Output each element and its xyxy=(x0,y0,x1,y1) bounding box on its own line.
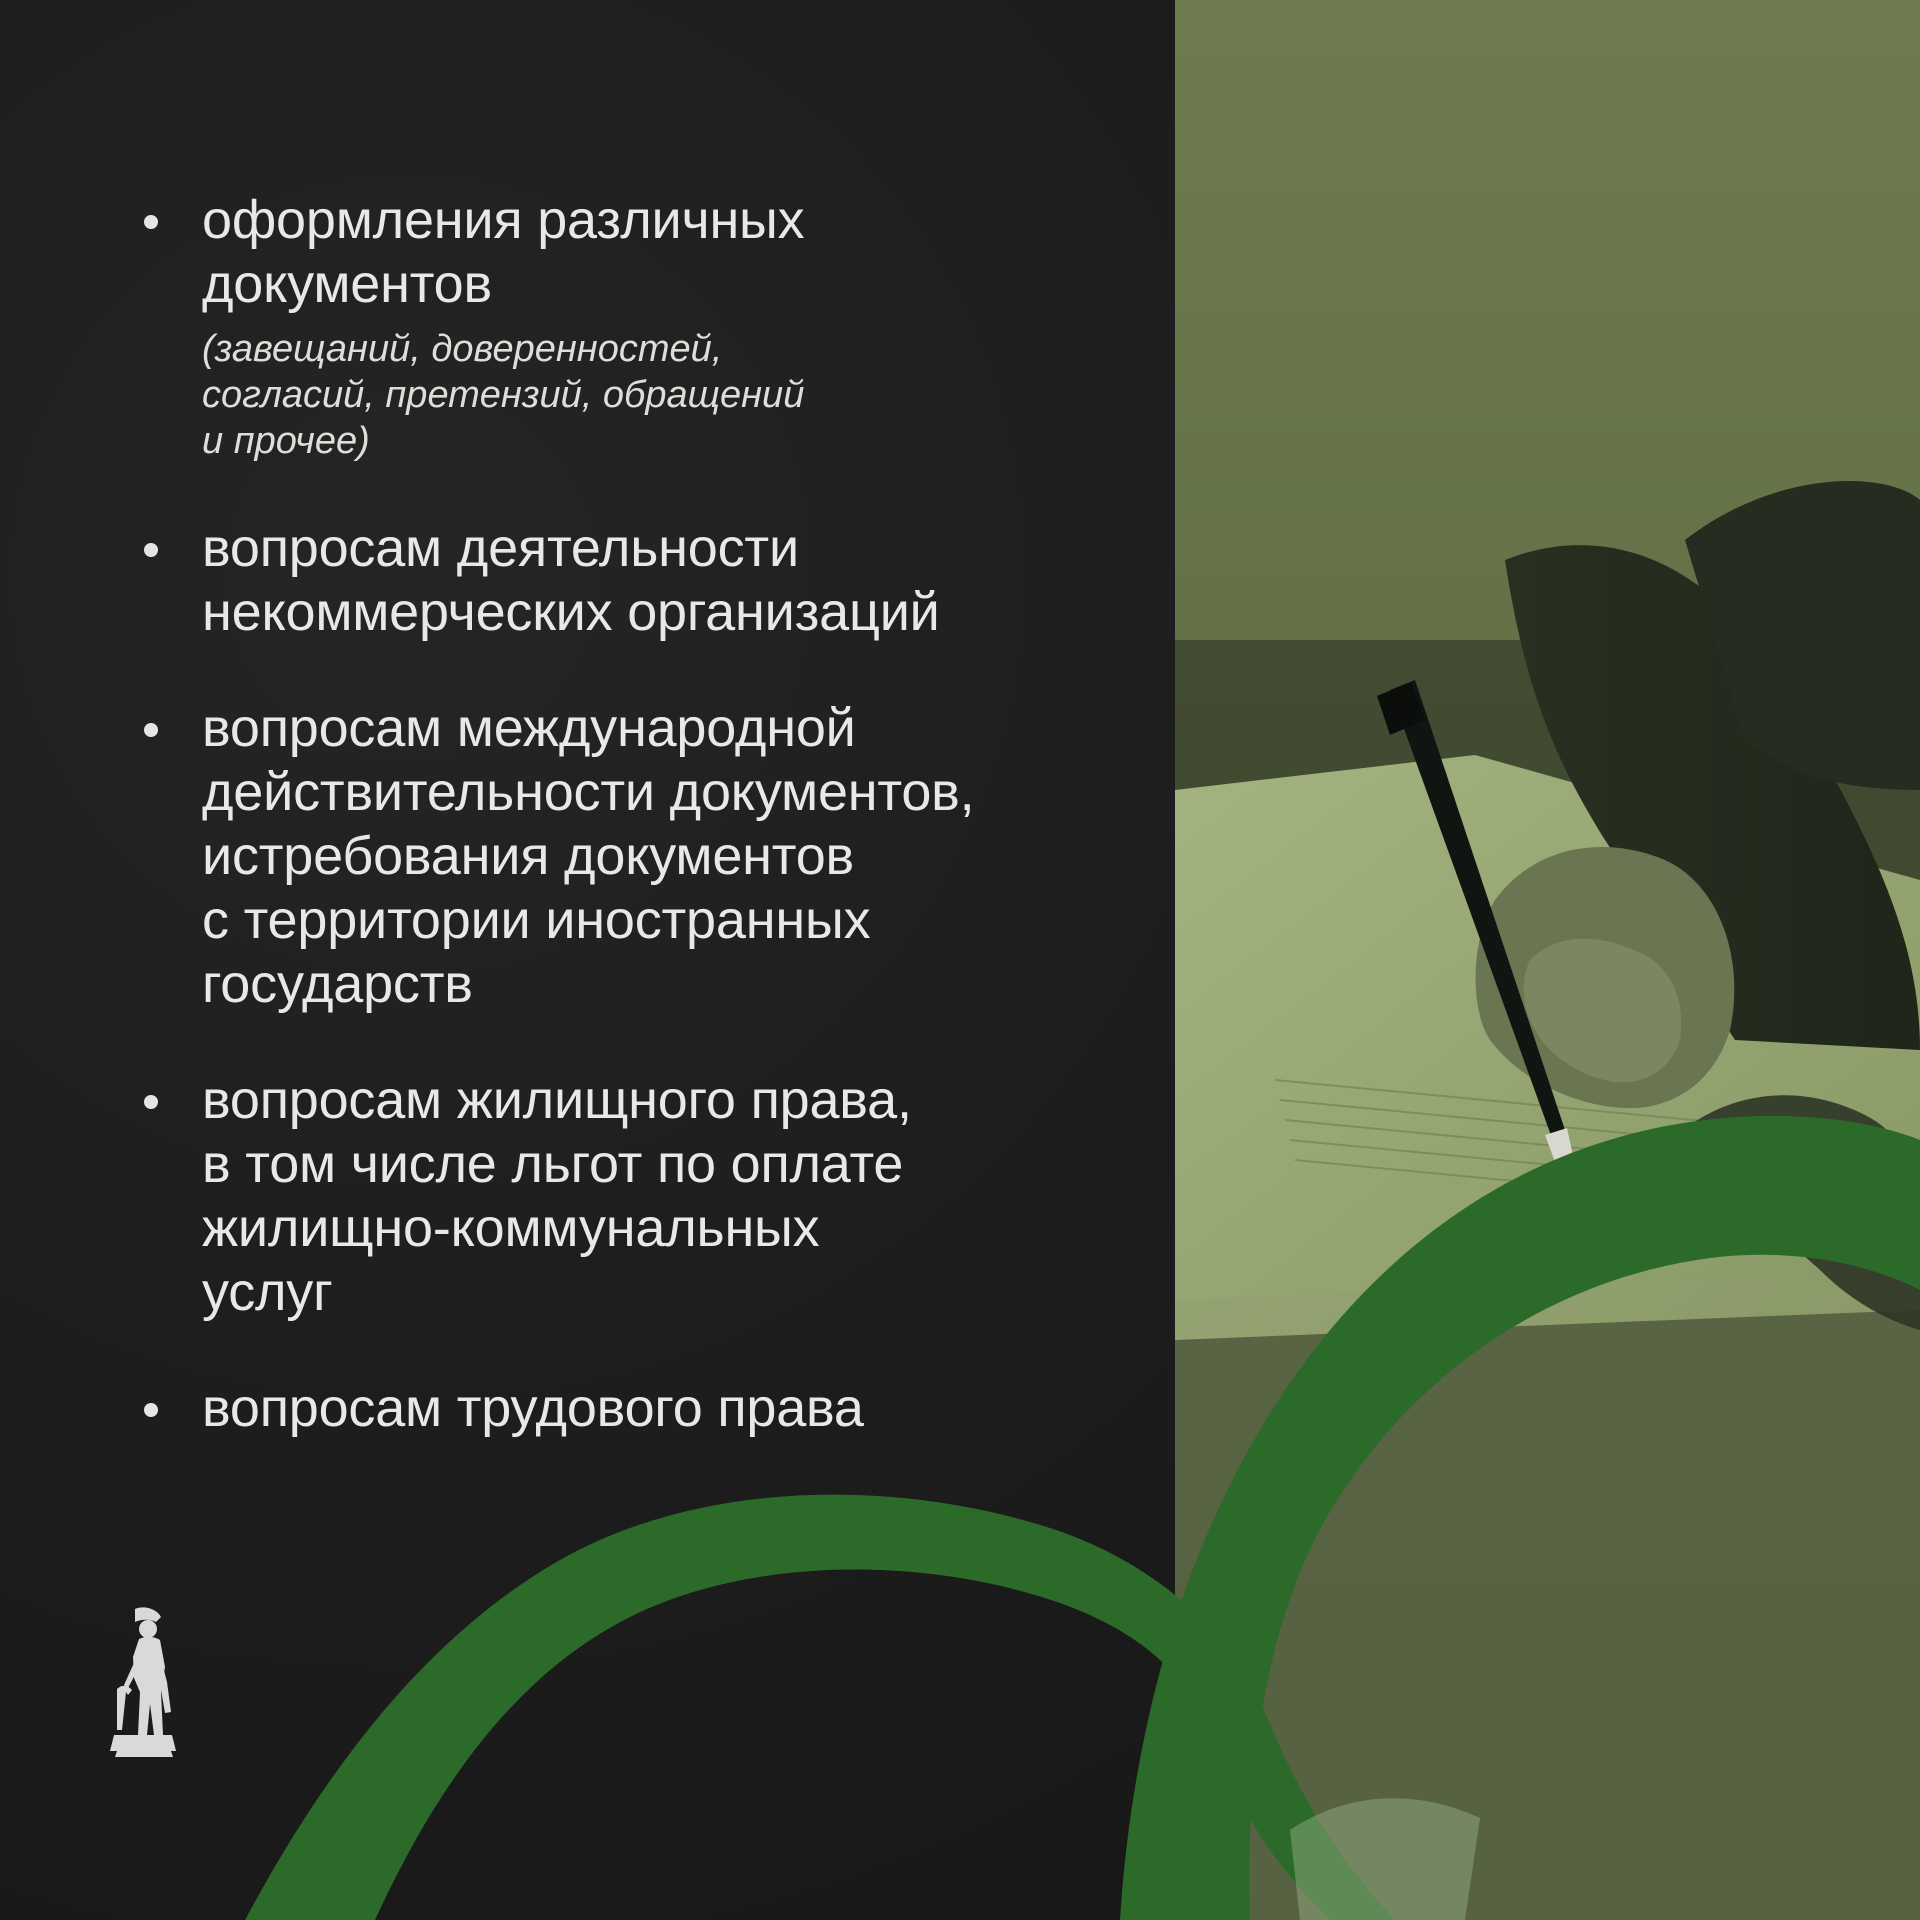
list-item-title: вопросам жилищного права, в том числе льгот по оплате жилищно-коммунальных услуг xyxy=(202,1070,912,1322)
bullet-dot xyxy=(144,723,158,737)
list-item-title: вопросам международной действительности документов, истребования документов с территории иностранных государств xyxy=(202,698,975,1014)
list-item xyxy=(140,516,1120,644)
bullet-dot xyxy=(144,1403,158,1417)
list-item-title: оформления различных документов xyxy=(202,190,805,314)
list-item xyxy=(140,1068,1120,1324)
list-item-note: (завещаний, доверенностей, согласий, претензий, обращений и прочее) xyxy=(202,328,805,462)
list-item-title: вопросам деятельности некоммерческих организаций xyxy=(202,518,940,642)
list-item-title: вопросам трудового права xyxy=(202,1378,864,1438)
statue-figure-icon xyxy=(104,1605,184,1785)
services-list xyxy=(140,188,1120,1440)
bullet-dot xyxy=(144,215,158,229)
bullet-dot xyxy=(144,1095,158,1109)
signing-document-photo xyxy=(1175,0,1920,1920)
bullet-dot xyxy=(144,543,158,557)
list-item xyxy=(140,1376,1120,1440)
signing-document-illustration xyxy=(1175,0,1920,1920)
list-item xyxy=(140,188,1120,464)
list-item xyxy=(140,696,1120,1016)
